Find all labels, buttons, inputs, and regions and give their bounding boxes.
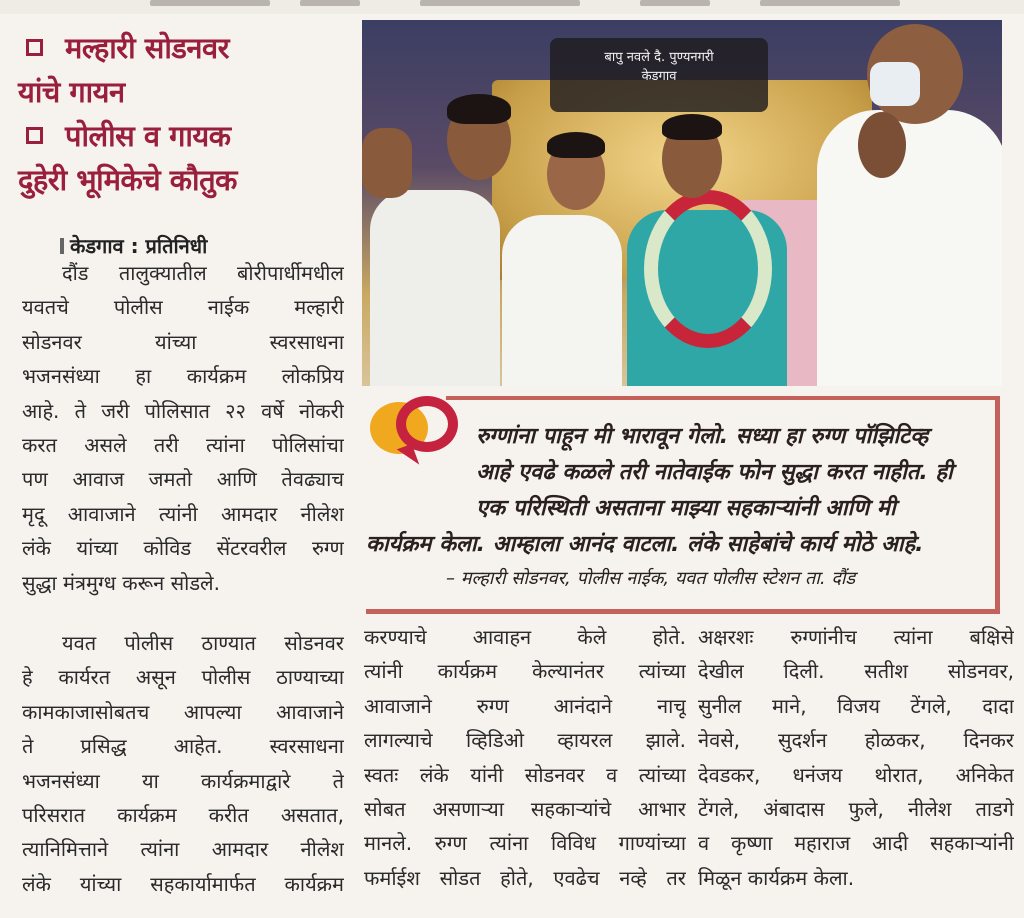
text-line: कामकाजासोबतच आपल्या आवाजाने: [22, 699, 344, 724]
photo-credit-caption: [550, 38, 768, 112]
quote-line-2: आहे एवढे कळले तरी नातेवाईक फोन सुद्धा करत नाहीत. ही: [476, 460, 953, 485]
left-column-paragraph-2: [22, 626, 344, 901]
text-line: देवडकर, धनंजय थोरात, अनिकेत: [698, 762, 1014, 787]
text-line: लंके यांच्या कोविड सेंटरवरील रुग्ण: [22, 536, 344, 561]
text-line: लागल्याचे व्हिडिओ व्हायरल झाले.: [364, 728, 686, 753]
headline-text-3: पोलीस व गायक: [65, 119, 231, 153]
speech-bubble-red-icon: [396, 396, 458, 452]
face-mask-icon: [870, 62, 920, 106]
top-clipped-strip: [0, 0, 1024, 14]
left-column-paragraph-1: [22, 256, 344, 600]
text-line: मृदू आवाजाने त्यांनी आमदार नीलेश: [22, 501, 344, 526]
quote-attribution: – मल्हारी सोडनवर, पोलीस नाईक, यवत पोलीस स्टेशन ता. दौंड: [446, 568, 856, 589]
headline-line-1: [18, 26, 338, 70]
flower-garland: [644, 190, 772, 348]
checkbox-bullet-icon: [26, 39, 43, 56]
person-left: [370, 190, 500, 386]
middle-column: [364, 620, 686, 895]
text-line: टेंगले, अंबादास फुले, नीलेश ताडगे: [698, 796, 1014, 821]
text-line: सुनील माने, विजय टेंगले, दादा: [698, 693, 1014, 718]
right-column: [698, 620, 1014, 895]
text-line: यवत पोलीस ठाण्यात सोडनवर: [62, 631, 344, 655]
text-line: आवाजाने रुग्ण आनंदाने नाचू: [364, 693, 686, 718]
text-line: अक्षरशः रुग्णांनीच त्यांना बक्षिसे: [698, 625, 1014, 649]
person-middle: [502, 215, 622, 386]
text-line: सोडनवर यांच्या स्वरसाधना: [22, 329, 344, 354]
quote-line-3: एक परिस्थिती असताना माझ्या सहकाऱ्यांनी आणि मी: [476, 496, 896, 521]
person-honoree-hair: [662, 114, 722, 140]
dateline-bar-icon: [60, 238, 64, 254]
text-line: त्यानिमित्ताने त्यांना आमदार नीलेश: [22, 837, 344, 862]
text-line: सोबत असणाऱ्या सहकाऱ्यांचे आभार: [364, 796, 686, 821]
text-line: नेवसे, सुदर्शन होळकर, दिनकर: [698, 728, 1014, 753]
event-photo: [362, 20, 1002, 386]
hand-left-edge: [362, 128, 412, 198]
text-line: दौंड तालुक्यातील बोरीपार्धीमधील: [62, 261, 344, 285]
text-line: लंके यांच्या सहकार्यामार्फत कार्यक्रम: [22, 871, 344, 896]
headline: [18, 26, 338, 202]
text-line: मानले. रुग्ण त्यांना विविध गाण्यांच्या: [364, 831, 686, 856]
person-right: [817, 110, 1002, 386]
text-line: यवतचे पोलीस नाईक मल्हारी: [22, 295, 344, 320]
text-line: हे कार्यरत असून पोलीस ठाण्याच्या: [22, 665, 344, 690]
text-line: सुद्धा मंत्रमुग्ध करून सोडले.: [22, 570, 220, 595]
caption-line-2: केडगाव: [641, 69, 677, 84]
quote-line-1: रुग्णांना पाहून मी भारावून गेलो. सध्या हा रुग्ण पॉझिटिव्ह: [476, 424, 929, 449]
text-line: करत असले तरी त्यांना पोलिसांचा: [22, 432, 344, 457]
person-left-hair: [447, 94, 511, 124]
headline-text-1: मल्हारी सोडनवर: [65, 31, 229, 65]
dateline: [60, 232, 207, 259]
dateline-text: केडगाव : प्रतिनिधी: [70, 234, 208, 258]
text-line: देखील दिली. सतीश सोडनवर,: [698, 659, 1014, 684]
text-line: ते प्रसिद्ध आहेत. स्वरसाधना: [22, 734, 344, 759]
text-line: करण्याचे आवाहन केले होते.: [364, 625, 686, 649]
quote-box: [366, 396, 1000, 614]
checkbox-bullet-icon: [26, 127, 43, 144]
text-line: व कृष्णा महाराज आदी सहकाऱ्यांनी: [698, 831, 1014, 856]
text-line: परिसरात कार्यक्रम करीत असतात,: [22, 802, 344, 827]
text-line: फर्माईश सोडत होते, एवढेच नव्हे तर: [364, 865, 686, 890]
text-line: पण आवाज जमतो आणि तेवढ्याच: [22, 467, 344, 492]
headline-line-4: दुहेरी भूमिकेचे कौतुक: [18, 163, 237, 197]
headline-line-2: यांचे गायन: [18, 75, 125, 109]
text-line: भजनसंध्या या कार्यक्रमाद्वारे ते: [22, 768, 344, 793]
text-line: त्यांनी कार्यक्रम केल्यानंतर त्यांच्या: [364, 659, 686, 684]
text-line: भजनसंध्या हा कार्यक्रम लोकप्रिय: [22, 364, 344, 389]
person-middle-hair: [547, 132, 605, 158]
text-line: स्वतः लंके यांनी सोडनवर व त्यांच्या: [364, 762, 686, 787]
text-line: मिळून कार्यक्रम केला.: [698, 865, 855, 890]
quote-line-4: कार्यक्रम केला. आम्हाला आनंद वाटला. लंके साहेबांचे कार्य मोठे आहे.: [366, 532, 924, 557]
person-back-head: [858, 112, 906, 178]
text-line: आहे. ते जरी पोलिसात २२ वर्षे नोकरी: [22, 398, 344, 423]
headline-line-3: [18, 114, 338, 158]
caption-line-1: बापु नवले दै. पुण्यनगरी: [604, 50, 714, 65]
